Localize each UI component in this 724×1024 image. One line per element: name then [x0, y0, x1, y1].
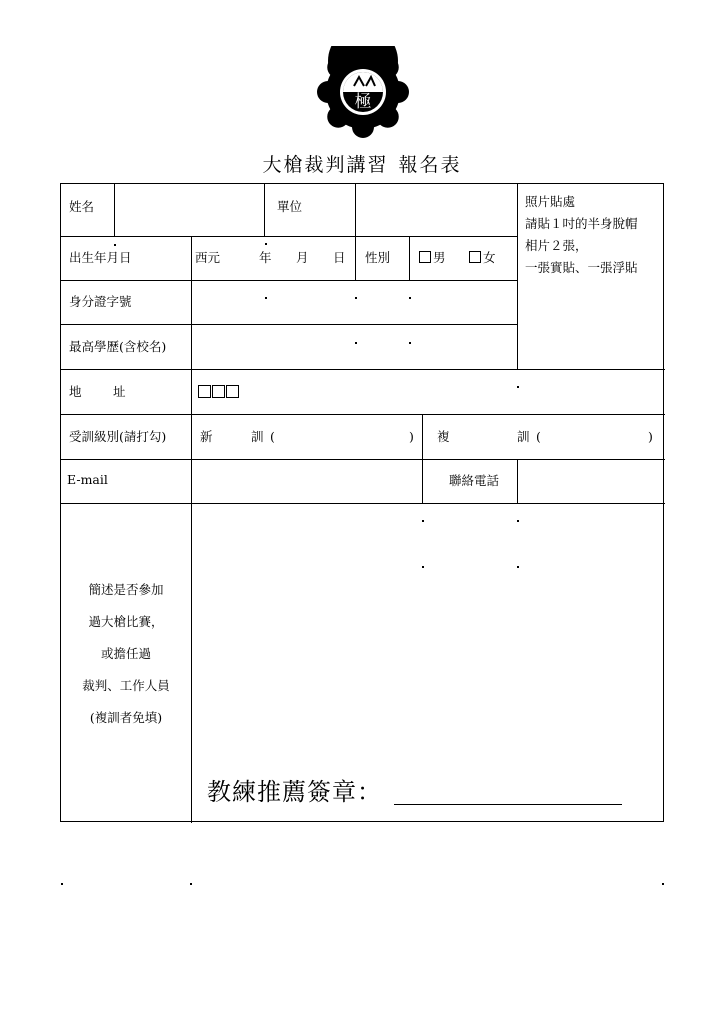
photo-instruction-2: 相片２張， [525, 238, 588, 253]
description-line-2: 過大槍比賽， [88, 614, 164, 629]
birth-label: 出生年月日 [69, 250, 132, 265]
retraining-option[interactable] [543, 420, 643, 454]
photo-instruction-1: 請貼１吋的半身脫帽 [525, 216, 638, 231]
day-label: 日 [333, 250, 346, 265]
female-option[interactable] [469, 251, 496, 265]
gender-label: 性別 [365, 250, 391, 265]
new-training-paren-close: ) [409, 429, 414, 444]
address-label-part1: 地 [69, 384, 82, 399]
new-training-paren-open: ( [270, 429, 275, 444]
organization-logo [317, 46, 409, 138]
retraining-paren-open: ( [536, 429, 541, 444]
new-training-char1: 新 [200, 429, 213, 444]
registration-form [60, 183, 664, 822]
id-number-label: 身分證字號 [69, 294, 132, 309]
retraining-char2: 訓 [517, 429, 530, 444]
phone-input[interactable] [518, 460, 664, 503]
retraining-char1: 複 [437, 429, 450, 444]
coach-signature-line[interactable] [394, 804, 622, 805]
id-number-input[interactable] [192, 281, 516, 324]
form-title [0, 150, 724, 177]
name-input[interactable] [115, 185, 263, 235]
experience-description [61, 574, 191, 734]
male-label: 男 [433, 250, 446, 265]
education-label: 最高學歷(含校名) [69, 339, 167, 354]
address-label-part2: 址 [113, 384, 126, 399]
new-training-option[interactable] [276, 420, 406, 454]
western-year-label: 西元 [195, 250, 221, 265]
email-input[interactable] [192, 460, 421, 503]
new-training-char2: 訓 [251, 429, 264, 444]
female-label: 女 [483, 250, 496, 265]
description-line-1: 簡述是否參加 [88, 582, 164, 597]
name-label: 姓名 [69, 199, 95, 214]
unit-input[interactable] [356, 185, 516, 235]
photo-area[interactable] [525, 191, 638, 279]
female-checkbox[interactable] [469, 251, 481, 263]
training-level-label: 受訓級別(請打勾) [69, 429, 167, 444]
phone-label: 聯絡電話 [449, 473, 500, 488]
unit-label: 單位 [277, 199, 303, 214]
coach-signature-label: 教練推薦簽章： [207, 778, 382, 806]
description-line-3: 或擔任過 [100, 646, 151, 661]
logo-character: 極 [354, 92, 372, 112]
male-checkbox[interactable] [419, 251, 431, 263]
photo-instruction-3: 一張實貼、一張浮貼 [525, 260, 638, 275]
title-sub: 報名表 [398, 154, 462, 176]
photo-title: 照片貼處 [525, 194, 576, 209]
retraining-paren-close: ) [648, 429, 653, 444]
email-label: E-mail [67, 472, 108, 487]
month-label: 月 [296, 250, 309, 265]
year-label: 年 [259, 250, 272, 265]
experience-input[interactable] [192, 504, 664, 764]
postal-code-boxes[interactable] [198, 385, 240, 401]
title-main: 大槍裁判講習 [262, 154, 389, 176]
male-option[interactable] [419, 251, 446, 265]
description-line-4: 裁判、工作人員 [82, 678, 170, 693]
description-line-5: (複訓者免填) [89, 710, 163, 725]
education-input[interactable] [192, 325, 516, 369]
